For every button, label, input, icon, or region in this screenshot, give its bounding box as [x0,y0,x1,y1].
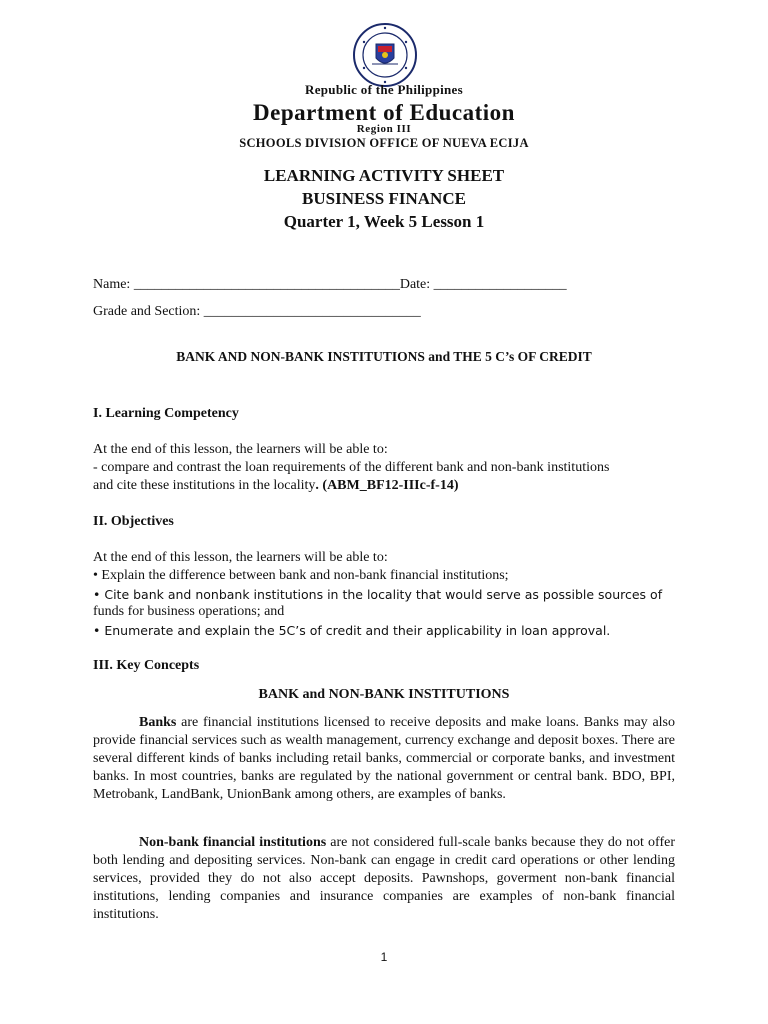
nonbank-term: Non-bank financial institutions [139,835,327,850]
key-concepts-heading: III. Key Concepts [93,658,200,673]
grade-field[interactable]: _______________________________ [203,304,421,319]
competency-item-cont [93,478,459,494]
grade-label: Grade and Section: [93,304,204,319]
competency-heading: I. Learning Competency [93,406,239,421]
name-date-line [93,277,567,293]
name-field[interactable]: ______________________________________ [133,277,400,292]
topic-heading: BANK AND NON-BANK INSTITUTIONS and THE 5 C’s OF CREDIT [176,349,592,364]
banks-term: Banks [139,715,177,730]
date-label: Date: [399,277,434,292]
date-field[interactable]: ___________________ [433,277,567,292]
nonbank-definition: are not considered full-scale banks because they do not offer both lending and depositing services. Non-bank can engage in credit card operations or other lending services, provided they do not also accept deposits. Pawnshops, goverment non-bank financial institutions, lending companies and insurance companies are examples of non-bank financial institutions. [93,835,675,922]
department-heading: Department of Education [253,100,515,125]
grade-section-line [93,304,421,320]
competency-text: and cite these institutions in the locality [93,478,316,493]
objectives-heading: II. Objectives [93,514,174,529]
republic-heading: Republic of the Philippines [305,82,463,97]
name-label: Name: [93,277,134,292]
objective-item: • Enumerate and explain the 5C’s of credit and their applicability in loan approval. [93,623,611,638]
bank-nonbank-subheading: BANK and NON-BANK INSTITUTIONS [258,687,510,702]
banks-definition: are financial institutions licensed to receive deposits and make loans. Banks may also provide financial services such as wealth management, currency exchange and deposit boxes. There are several different kinds of banks including retail banks, commercial or corporate banks, and investment banks. In most countries, banks are regulated by the national government or central bank. BDO, BPI, Metrobank, LandBank, UnionBank among others, are examples of banks. [93,715,675,802]
page-number: 1 [380,950,388,964]
region-heading: Region III [356,123,412,135]
division-heading: SCHOOLS DIVISION OFFICE OF NUEVA ECIJA [239,136,529,150]
sheet-title: LEARNING ACTIVITY SHEET [263,166,505,185]
competency-item: - compare and contrast the loan requirements of the different bank and non-bank institutions [93,460,610,475]
competency-code: . (ABM_BF12-IIIc-f-14) [315,478,459,493]
nonbank-paragraph [93,834,675,924]
objective-item-cont: funds for business operations; and [93,604,285,619]
objectives-intro: At the end of this lesson, the learners will be able to: [93,550,388,565]
objective-item: • Explain the difference between bank and non-bank financial institutions; [93,568,509,583]
quarter-title: Quarter 1, Week 5 Lesson 1 [283,212,485,231]
banks-paragraph [93,714,675,804]
competency-intro: At the end of this lesson, the learners will be able to: [93,442,388,457]
deped-seal-logo [352,22,418,88]
subject-title: BUSINESS FINANCE [302,189,466,208]
objective-item: • Cite bank and nonbank institutions in the locality that would serve as possible sources of [93,587,663,602]
